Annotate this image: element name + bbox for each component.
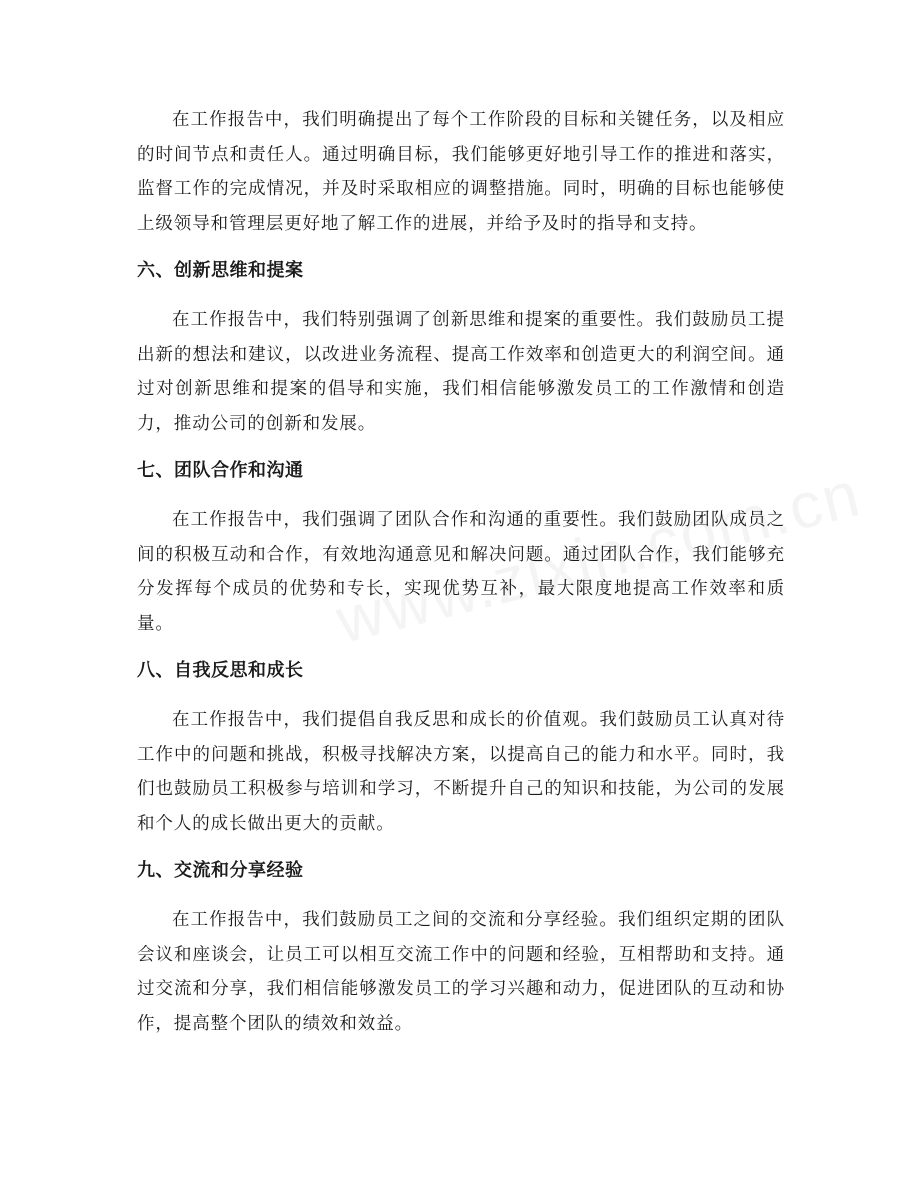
document-body [137, 103, 785, 1041]
section-paragraph-6: 在工作报告中，我们特别强调了创新思维和提案的重要性。我们鼓励员工提出新的想法和建议，以改进业务流程、提高工作效率和创造更大的利润空间。通过对创新思维和提案的倡导和实施，我们相信能够激发员工的工作激情和创造力，推动公司的创新和发展。 [137, 310, 785, 434]
section-paragraph-9: 在工作报告中，我们鼓励员工之间的交流和分享经验。我们组织定期的团队会议和座谈会，让员工可以相互交流工作中的问题和经验，互相帮助和支持。通过交流和分享，我们相信能够激发员工的学习兴趣和动力，促进团队的互动和协作，提高整个团队的绩效和效益。 [137, 910, 785, 1034]
section-paragraph-8: 在工作报告中，我们提倡自我反思和成长的价值观。我们鼓励员工认真对待工作中的问题和挑战，积极寻找解决方案，以提高自己的能力和水平。同时，我们也鼓励员工积极参与培训和学习，不断提升自己的知识和技能，为公司的发展和个人的成长做出更大的贡献。 [137, 710, 785, 834]
section-paragraph-7: 在工作报告中，我们强调了团队合作和沟通的重要性。我们鼓励团队成员之间的积极互动和合作，有效地沟通意见和解决问题。通过团队合作，我们能够充分发挥每个成员的优势和专长，实现优势互补，最大限度地提高工作效率和质量。 [137, 510, 785, 634]
section-heading-8: 八、自我反思和成长 [137, 660, 304, 681]
intro-paragraph: 在工作报告中，我们明确提出了每个工作阶段的目标和关键任务，以及相应的时间节点和责任人。通过明确目标，我们能够更好地引导工作的推进和落实，监督工作的完成情况，并及时采取相应的调整措施。同时，明确的目标也能够使上级领导和管理层更好地了解工作的进展，并给予及时的指导和支持。 [137, 110, 785, 234]
section-heading-6: 六、创新思维和提案 [137, 260, 304, 281]
section-heading-7: 七、团队合作和沟通 [137, 460, 304, 481]
section-heading-9: 九、交流和分享经验 [137, 860, 304, 881]
